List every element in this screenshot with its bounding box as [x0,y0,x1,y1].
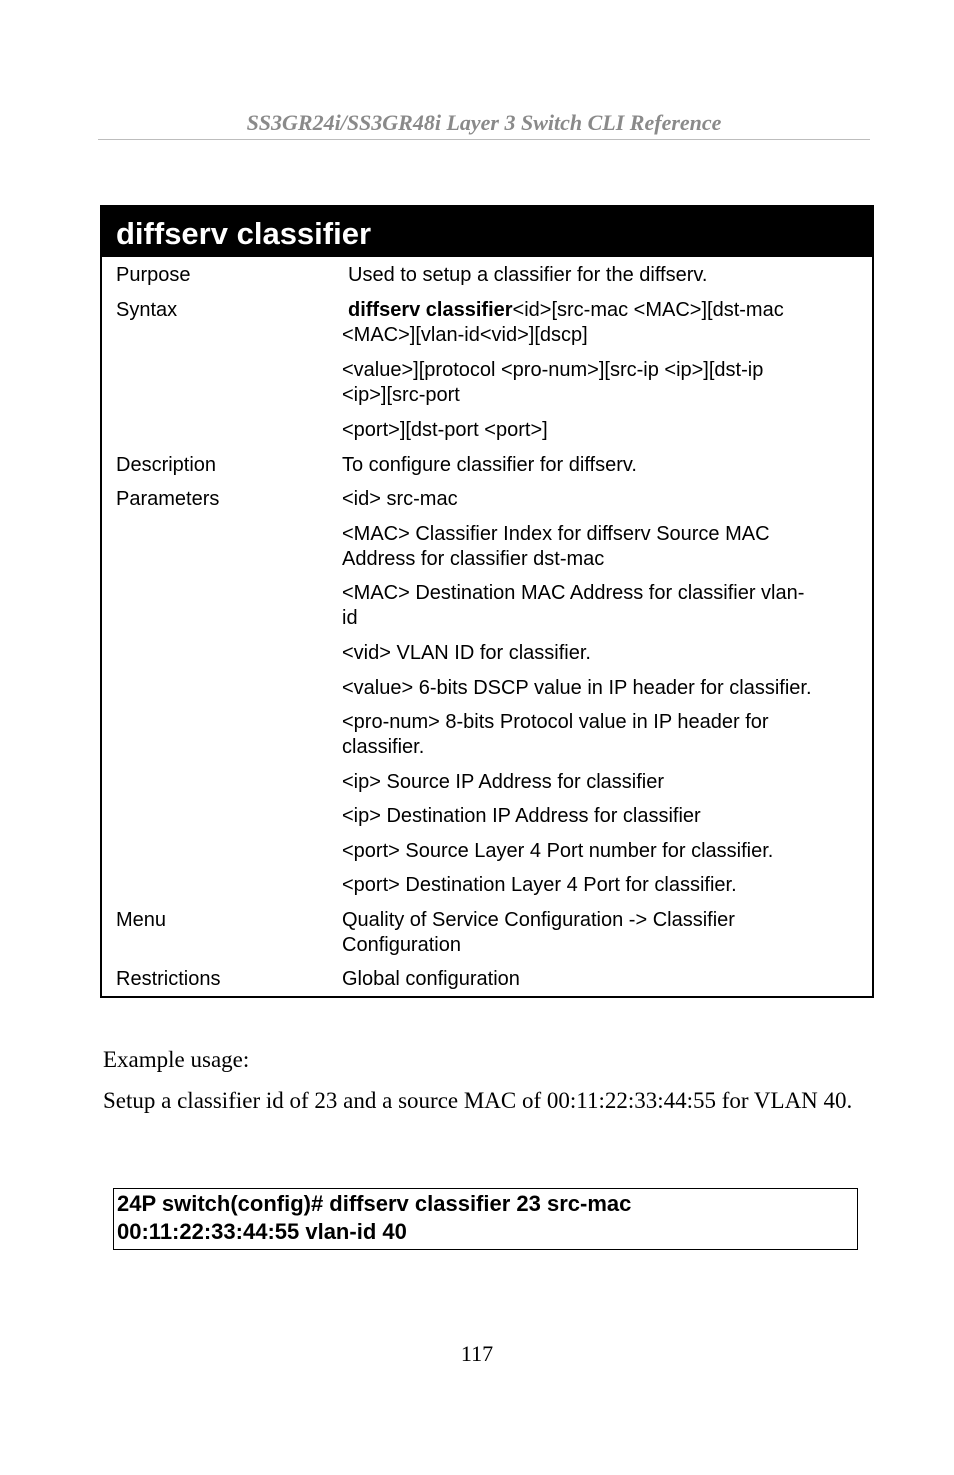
restrictions-label: Restrictions [116,968,221,990]
header-divider [98,139,870,140]
syntax-label: Syntax [116,299,178,321]
example-code-line-2: 00:11:22:33:44:55 vlan-id 40 [117,1219,407,1244]
parameter-line: classifier. [342,736,425,758]
parameter-line: <port> Destination Layer 4 Port for classifier. [342,874,737,896]
restrictions-value: Global configuration [342,968,520,990]
command-table [100,205,874,998]
menu-label: Menu [116,909,167,931]
parameter-line: <MAC> Classifier Index for diffserv Source MAC [342,523,770,545]
menu-line-1: Quality of Service Configuration -> Classifier [342,909,735,931]
syntax-args: <id>[src-mac <MAC>][dst-mac [512,299,784,321]
parameter-line: Address for classifier dst-mac [342,548,605,570]
parameter-line: <MAC> Destination MAC Address for classifier vlan- [342,582,805,604]
purpose-label: Purpose [116,264,191,286]
parameter-line: <id> src-mac [342,488,458,510]
syntax-line-1 [348,298,868,323]
syntax-command: diffserv classifier [348,299,513,321]
description-label: Description [116,454,217,476]
parameter-line: <port> Source Layer 4 Port number for classifier. [342,840,774,862]
syntax-line-5: <port>][dst-port <port>] [342,419,548,441]
page-number: 117 [460,1341,494,1366]
parameter-line: id [342,607,358,629]
parameter-line: <ip> Destination IP Address for classifier [342,805,701,827]
page-header: SS3GR24i/SS3GR48i Layer 3 Switch CLI Reference [246,110,722,135]
purpose-value: Used to setup a classifier for the diffserv. [348,264,708,286]
example-description: Setup a classifier id of 23 and a source MAC of 00:11:22:33:44:55 for VLAN 40. [103,1088,853,1113]
command-title: diffserv classifier [102,207,872,257]
parameters-label: Parameters [116,488,220,510]
syntax-line-3: <value>][protocol <pro-num>][src-ip <ip>][dst-ip [342,359,764,381]
menu-line-2: Configuration [342,934,461,956]
description-value: To configure classifier for diffserv. [342,454,637,476]
parameter-line: <vid> VLAN ID for classifier. [342,642,591,664]
example-intro: Example usage: [103,1047,250,1072]
example-code-line-1: 24P switch(config)# diffserv classifier 23 src-mac [117,1191,632,1216]
parameter-line: <value> 6-bits DSCP value in IP header for classifier. [342,677,812,699]
parameter-line: <pro-num> 8-bits Protocol value in IP header for [342,711,769,733]
syntax-line-2: <MAC>][vlan-id<vid>][dscp] [342,324,588,346]
parameter-line: <ip> Source IP Address for classifier [342,771,665,793]
syntax-line-4: <ip>][src-port [342,384,460,406]
example-code-box [113,1188,858,1250]
